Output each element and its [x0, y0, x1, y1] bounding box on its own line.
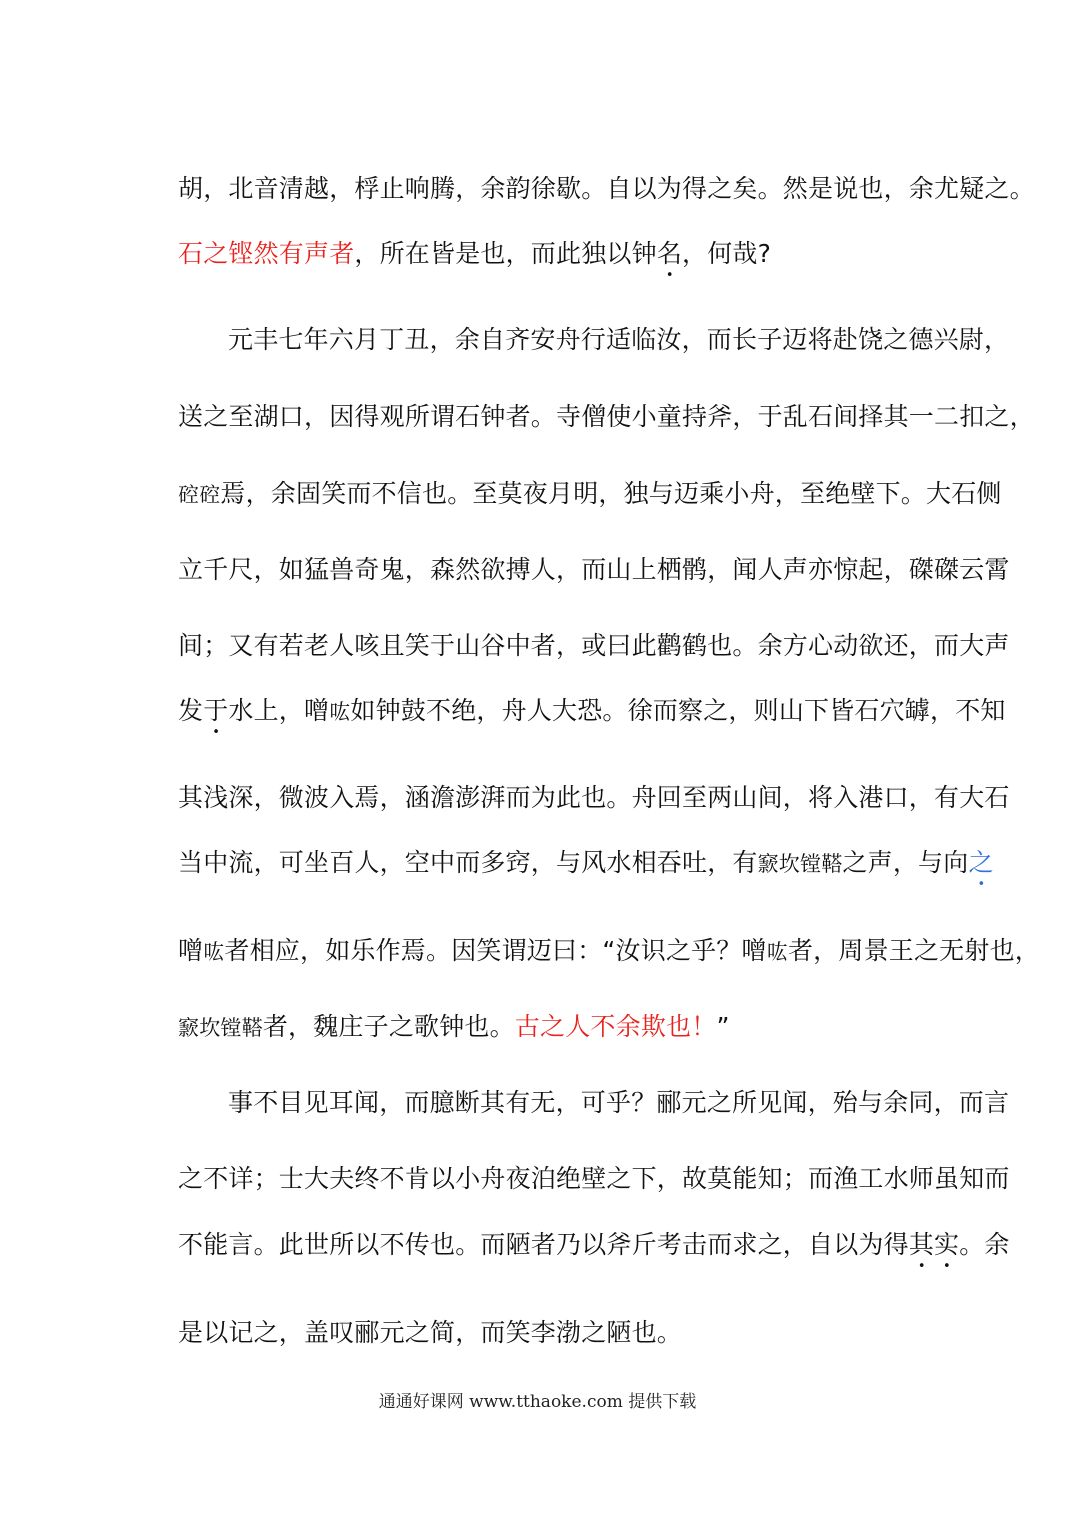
highlighted-phrase-red: 石之铿然有声者 [178, 239, 355, 268]
text-line-10 [178, 846, 1004, 892]
emphasized-char: 名 [656, 239, 683, 268]
page-footer: 通通好课网 www.tthaoke.com 提供下载 [378, 1392, 697, 1412]
text-line-14: 之不详；士大夫终不肯以小舟夜泊绝壁之下，故莫能知；而渔工水师虽知而 [178, 1164, 1010, 1193]
text-segment: 焉，余固笑而不信也。至莫夜月明，独与迈乘小舟，至绝壁下。大石侧 [220, 479, 1002, 508]
text-segment: 当中流，可坐百人，空中而多窍，与风水相吞吐，有 [178, 848, 758, 877]
paragraph-3-line-1: 事不目见耳闻，而臆断其有无，可乎？郦元之所见闻，殆与余同，而言 [228, 1088, 1010, 1117]
text-segment: 发 [178, 696, 204, 725]
text-line-9: 其浅深，微波入焉，涵澹澎湃而为此也。舟回至两山间，将入港口，有大石 [178, 783, 1010, 812]
text-segment: ，所在皆是也，而此独以钟 [354, 239, 657, 268]
rare-char: 吰 [329, 700, 351, 724]
text-segment: 噌 [178, 936, 204, 965]
text-segment: 水上，噌 [228, 696, 330, 725]
text-line-8 [178, 694, 1004, 740]
text-segment: 者相应，如乐作焉。因笑谓迈曰：“汝识之乎？噌 [224, 936, 767, 965]
onomatopoeia-term: 窾坎镗鞳 [178, 1016, 263, 1040]
text-line-15 [178, 1228, 1010, 1274]
text-line-11 [178, 934, 1040, 969]
text-segment: 之声，与向 [842, 848, 969, 877]
text-segment: ，何哉? [682, 239, 772, 268]
text-line-2 [178, 237, 1004, 283]
text-segment: 者，周景王之无射也， [787, 936, 1040, 965]
text-segment: 如钟鼓不绝，舟人大恐。徐而察之，则山下皆石穴罅，不知 [350, 696, 1006, 725]
text-line-7: 间；又有若老人咳且笑于山谷中者，或曰此鹳鹤也。余方心动欲还，而大声 [178, 631, 1010, 660]
text-segment: ” [716, 1012, 730, 1041]
onomatopoeia-term: 窾坎镗鞳 [757, 852, 843, 876]
rare-char: 吰 [203, 940, 225, 964]
text-line-1: 胡，北音清越，桴止响腾，余韵徐歇。自以为得之矣。然是说也，余尤疑之。 [178, 174, 1035, 203]
text-line-12 [178, 1010, 1004, 1045]
highlighted-phrase-red: 古之人不余欺也！ [514, 1012, 717, 1041]
onomatopoeia-term: 硿硿 [178, 483, 221, 507]
text-segment: 。余 [959, 1230, 1010, 1259]
text-line-5 [178, 477, 1004, 512]
emphasized-phrase: 其实 [908, 1230, 960, 1259]
text-line-16: 是以记之，盖叹郦元之简，而笑李渤之陋也。 [178, 1318, 683, 1347]
rare-char: 吰 [766, 940, 788, 964]
text-line-4: 送之至湖口，因得观所谓石钟者。寺僧使小童持斧，于乱石间择其一二扣之， [178, 402, 1035, 431]
emphasized-char: 于 [203, 696, 229, 725]
highlighted-char-blue: 之 [968, 848, 994, 877]
paragraph-2-line-1: 元丰七年六月丁丑，余自齐安舟行适临汝，而长子迈将赴饶之德兴尉， [228, 325, 1010, 354]
text-segment: 不能言。此世所以不传也。而陋者乃以斧斤考击而求之，自以为得 [178, 1230, 909, 1259]
text-line-6: 立千尺，如猛兽奇鬼，森然欲搏人，而山上栖鹘，闻人声亦惊起，磔磔云霄 [178, 555, 1010, 584]
text-segment: 者，魏庄子之歌钟也。 [262, 1012, 515, 1041]
